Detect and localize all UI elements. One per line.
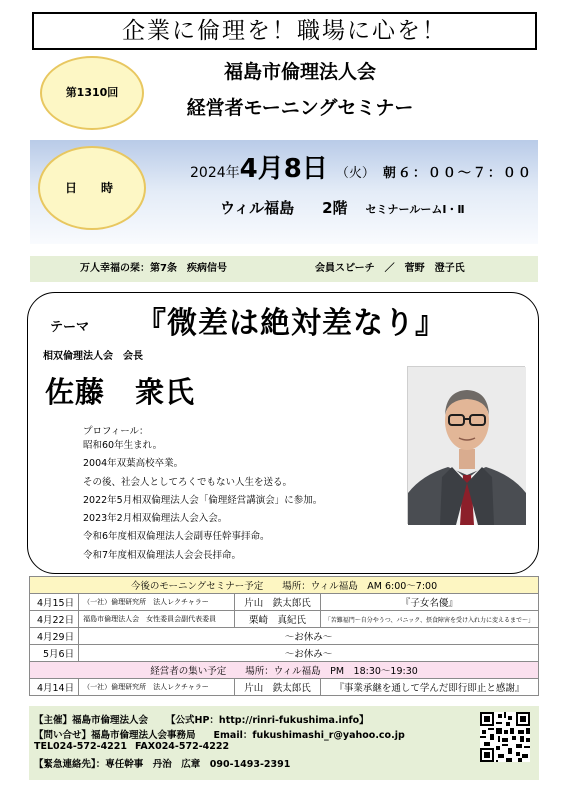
email-link[interactable]: Email：fukushimashi_r@yahoo.co.jp: [213, 730, 405, 741]
row-date: 4月15日: [30, 594, 79, 611]
speaker-photo-illustration: [408, 367, 526, 525]
row-off: ～お休み～: [79, 645, 539, 662]
row-topic: 『事業承継を通して学んだ即行即止と感謝』: [320, 679, 538, 696]
row-speaker: 片山 鉄太郎氏: [235, 679, 320, 696]
speaker-name: 佐藤 衆氏: [45, 375, 196, 409]
row-date: 4月14日: [30, 679, 79, 696]
profile-item: 令和6年度相双倫理法人会副専任幹事拝命。: [83, 531, 270, 543]
table-row: [30, 611, 539, 628]
venue-name: ウィル福島: [220, 199, 295, 217]
tel-number: TEL024-572-4221: [34, 741, 128, 752]
issue-badge: 第1310回: [40, 56, 144, 130]
kyo-reading: 万人幸福の栞：第7条 疾病信号: [80, 263, 227, 274]
profile-list: [83, 437, 403, 565]
event-venue: [220, 196, 465, 222]
profile-item: 2023年2月相双倫理法人会入会。: [83, 513, 228, 525]
schedule-header: 今後のモーニングセミナー予定 場所：ウィル福島 AM 6:00～7:00: [30, 577, 539, 594]
host-label: 【主催】福島市倫理法人会: [34, 715, 149, 726]
profile-item: 2022年5月相双倫理法人会「倫理経営講演会」に参加。: [83, 494, 323, 506]
seminar-name: 経営者モーニングセミナー: [186, 97, 414, 119]
row-org: （一社）倫理研究所 法人レクチャラー: [79, 679, 235, 696]
table-row: [30, 679, 539, 696]
profile-item: 昭和60年生まれ。: [83, 440, 163, 451]
row-org: （一社）倫理研究所 法人レクチャラー: [79, 594, 235, 611]
speaker-photo: [407, 366, 525, 524]
row-date: 5月6日: [30, 645, 79, 662]
qr-code-icon: [480, 712, 530, 762]
profile-item: その後、社会人としてろくでもない人生を送る。: [83, 476, 293, 488]
datetime-badge: 日 時: [38, 146, 146, 230]
table-row: [30, 628, 539, 645]
fax-number: FAX024-572-4222: [135, 741, 230, 752]
program-band: [30, 256, 538, 282]
profile-label: プロフィール：: [83, 426, 149, 437]
date-weekday: （火）: [335, 166, 375, 181]
date-month-day: 4月8日: [239, 154, 328, 184]
row-topic: 『子女名優』: [320, 594, 538, 611]
contact-label: 【問い合せ】福島市倫理法人会事務局: [34, 730, 196, 741]
org-name: 福島市倫理法人会: [223, 61, 376, 83]
footer-contact: [29, 706, 539, 780]
row-off: ～お休み～: [79, 628, 539, 645]
slogan: 企業に倫理を！職場に心を！: [32, 12, 537, 50]
row-date: 4月29日: [30, 628, 79, 645]
venue-floor: 2階: [322, 199, 348, 217]
table-row: [30, 645, 539, 662]
row-speaker: 片山 鉄太郎氏: [235, 594, 320, 611]
member-speech: 会員スピーチ ／ 菅野 澄子氏: [315, 263, 465, 274]
theme-label: テーマ: [50, 320, 90, 335]
row-date: 4月22日: [30, 611, 79, 628]
profile-item: 2004年双葉高校卒業。: [83, 458, 184, 470]
row-topic: 「苦難福門～自分やうつ、パニック、摂食障害を受け入れ力に変えるまで～」: [320, 611, 538, 628]
schedule-table: [29, 576, 539, 696]
event-date: [190, 152, 533, 191]
row-org: 福島市倫理法人会 女性委員会副代表委員: [79, 611, 235, 628]
emergency-contact: 【緊急連絡先】：専任幹事 丹治 広章 090-1493-2391: [34, 759, 291, 770]
homepage-link[interactable]: 【公式HP：http://rinri-fukushima.info】: [166, 715, 369, 726]
date-year: 2024年: [190, 165, 240, 181]
venue-room: セミナールームⅠ・Ⅱ: [365, 203, 465, 216]
event-time: 朝６：００～７：００: [382, 166, 533, 181]
gathering-header: 経営者の集い予定 場所：ウィル福島 PM 18:30～19:30: [30, 662, 539, 679]
theme-title: 『微差は絶対差なり』: [136, 306, 446, 341]
speaker-role: 相双倫理法人会 会長: [43, 351, 143, 362]
qr-code-pattern: [480, 712, 530, 762]
profile-item: 令和7年度相双倫理法人会会長拝命。: [83, 549, 242, 561]
table-row: [30, 594, 539, 611]
row-speaker: 栗崎 真紀氏: [235, 611, 320, 628]
